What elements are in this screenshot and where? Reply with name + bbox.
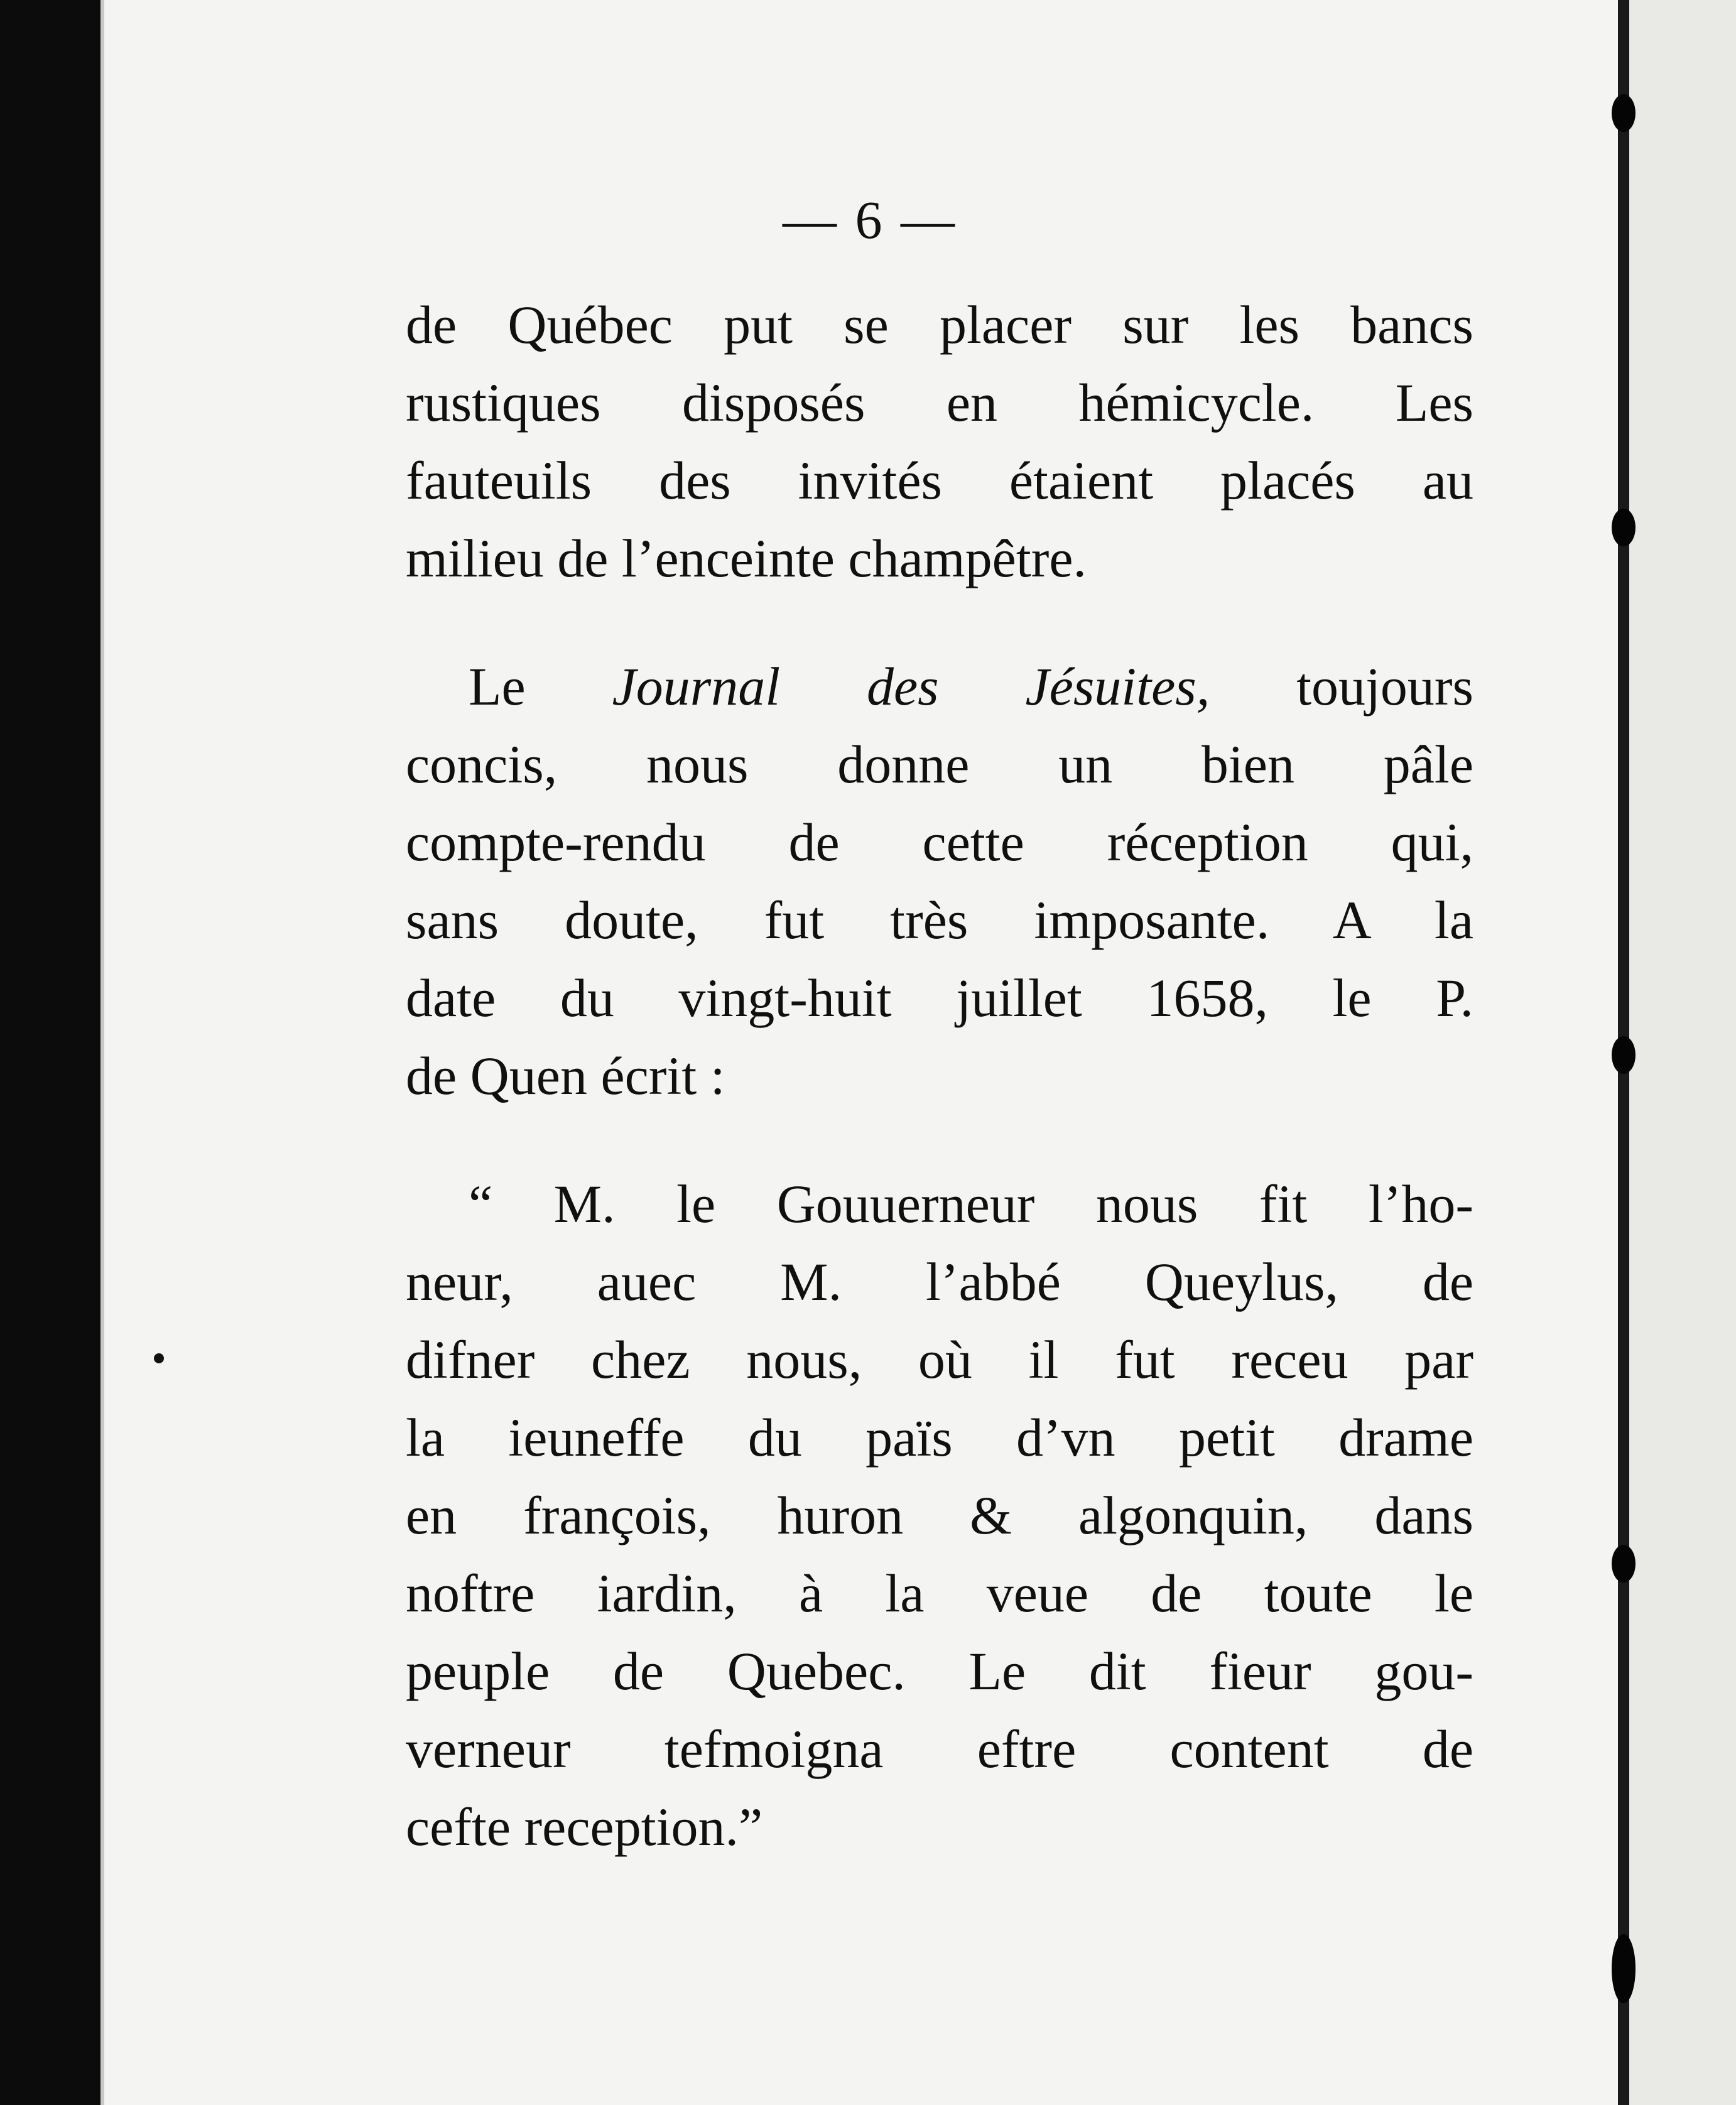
text-span: toujours — [1210, 656, 1473, 717]
binding-notch — [1612, 1545, 1636, 1583]
text-line: compte-rendu de cette réception qui, — [406, 812, 1473, 872]
text-line: la ieuneffe du païs d’vn petit drame — [406, 1407, 1473, 1468]
text-line: “ M. le Gouuerneur nous fit l’ho- — [469, 1174, 1473, 1234]
body-text — [406, 286, 1473, 1866]
binding-notch — [1612, 94, 1636, 132]
text-line: rustiques disposés en hémicycle. Les — [406, 372, 1473, 433]
paragraph-gap — [406, 597, 1473, 647]
text-line: concis, nous donne un bien pâle — [406, 734, 1473, 794]
text-line: difner chez nous, où il fut receu par — [406, 1329, 1473, 1390]
text-line: peuple de Quebec. Le dit fieur gou- — [406, 1641, 1473, 1701]
text-line: date du vingt-huit juillet 1658, le P. — [406, 968, 1473, 1028]
journal-title: Journal des Jésuites, — [612, 656, 1210, 717]
page-edge-strip — [1629, 0, 1736, 2105]
ink-speck — [154, 1353, 164, 1363]
text-line: verneur tefmoigna eftre content de — [406, 1719, 1473, 1779]
binding-notch — [1612, 509, 1636, 546]
text-line: noftre iardin, à la veue de toute le — [406, 1563, 1473, 1623]
text-line: de Quen écrit : — [406, 1046, 725, 1106]
paragraph-3-quotation — [406, 1165, 1473, 1866]
text-line: sans doute, fut très imposante. A la — [406, 890, 1473, 950]
book-page — [100, 0, 1633, 2105]
text-line: cefte reception.” — [406, 1797, 763, 1857]
text-line: neur, auec M. l’abbé Queylus, de — [406, 1252, 1473, 1312]
text-line — [406, 647, 1473, 725]
paragraph-2 — [406, 647, 1473, 1115]
text-line: fauteuils des invités étaient placés au — [406, 450, 1473, 511]
text-line: de Québec put se placer sur les bancs — [406, 295, 1473, 355]
paragraph-gap — [406, 1115, 1473, 1165]
binding-notch — [1612, 1934, 1636, 2003]
text-span: Le — [469, 656, 612, 717]
page-number: — 6 — — [783, 190, 957, 250]
text-line: milieu de l’enceinte champêtre. — [406, 528, 1087, 588]
text-line: en françois, huron & algonquin, dans — [406, 1485, 1473, 1545]
binding-notch — [1612, 1036, 1636, 1074]
paragraph-1 — [406, 286, 1473, 597]
